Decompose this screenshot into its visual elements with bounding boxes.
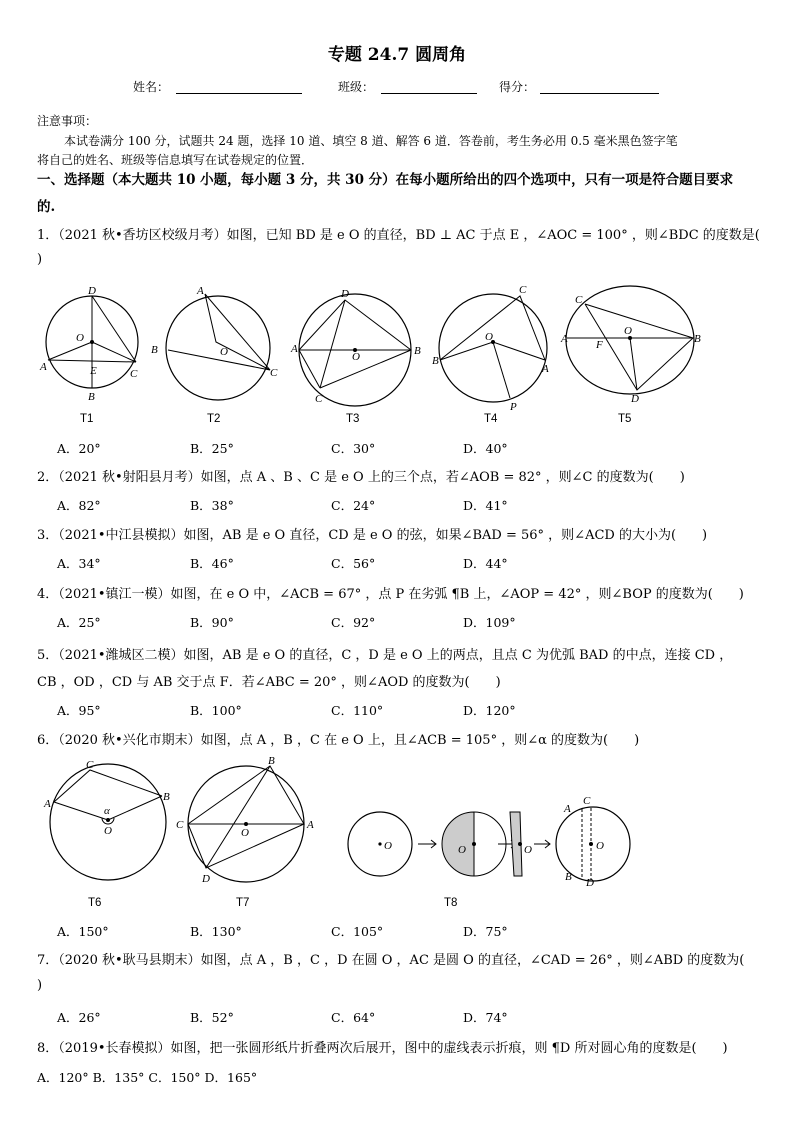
q4-option-a[interactable]: A．25° [57, 615, 101, 630]
q6-option-b[interactable]: B．130° [190, 924, 242, 939]
q4-option-b[interactable]: B．90° [190, 615, 234, 630]
notice-line-1: 本试卷满分 100 分，试题共 24 题，选择 10 道、填空 8 道、解答 6 道．答卷前，考生务必用 0.5 毫米黑色签字笔 [64, 134, 678, 148]
svg-text:A: A [40, 361, 47, 373]
q1-option-c[interactable]: C．30° [331, 441, 376, 456]
q7-option-c[interactable]: C．64° [331, 1010, 376, 1025]
q3-option-b[interactable]: B．46° [190, 556, 234, 571]
svg-text:A: A [307, 819, 314, 831]
q6-option-d[interactable]: D．75° [463, 924, 508, 939]
question-2-text: 2．（2021 秋•射阳县月考）如图，点 A 、B 、C 是 e O 上的三个点，若∠AOB = 82° ，则∠C 的度数为( ) [37, 470, 685, 485]
score-label: 得分： [499, 80, 536, 94]
page-title: 专题 24.7 圆周角 [327, 45, 467, 65]
caption-t7: T7 [236, 897, 250, 909]
svg-text:D: D [631, 393, 639, 405]
question-7-text-cont: ) [37, 978, 43, 993]
question-4-text: 4．（2021•镇江一模）如图，在 e O 中，∠ACB = 67° ，点 P 在劣弧 ¶B 上，∠AOP = 42° ，则∠BOP 的度数为( ) [37, 587, 744, 602]
q3-option-d[interactable]: D．44° [463, 556, 508, 571]
svg-text:B: B [414, 345, 421, 357]
svg-text:B: B [268, 755, 275, 767]
class-label: 班级： [338, 80, 375, 94]
q3-option-a[interactable]: A．34° [57, 556, 101, 571]
q6-option-c[interactable]: C．105° [331, 924, 384, 939]
svg-text:C: C [130, 368, 138, 380]
svg-text:C: C [583, 795, 591, 807]
caption-t4: T4 [484, 413, 498, 425]
question-6-text: 6．（2020 秋•兴化市期末）如图，点 A ，B ，C 在 e O 上，且∠ACB = 105° ，则∠α 的度数为( ) [37, 733, 640, 748]
q8-options[interactable]: A．120° B．135° C．150° D．165° [37, 1070, 258, 1085]
svg-text:B: B [565, 871, 572, 883]
figures-t6-t8 [38, 752, 768, 892]
q2-option-b[interactable]: B．38° [190, 498, 234, 513]
question-7-text: 7．（2020 秋•耿马县期末）如图，点 A ，B ，C ，D 在圆 O ，AC 是圆 O 的直径，∠CAD = 26° ，则∠ABD 的度数为( [37, 953, 745, 968]
svg-text:O: O [220, 346, 228, 358]
q7-option-b[interactable]: B．52° [190, 1010, 234, 1025]
svg-text:C: C [86, 759, 94, 771]
svg-text:O: O [241, 827, 249, 839]
svg-text:A: A [561, 333, 568, 345]
svg-text:F: F [596, 339, 603, 351]
q4-option-d[interactable]: D．109° [463, 615, 516, 630]
q5-option-b[interactable]: B．100° [190, 703, 242, 718]
figure-t7 [176, 755, 314, 885]
q1-option-a[interactable]: A．20° [57, 441, 101, 456]
q3-option-c[interactable]: C．56° [331, 556, 376, 571]
q7-option-d[interactable]: D．74° [463, 1010, 508, 1025]
q4-option-c[interactable]: C．92° [331, 615, 376, 630]
q2-option-a[interactable]: A．82° [57, 498, 101, 513]
q1-option-d[interactable]: D．40° [463, 441, 508, 456]
svg-text:A: A [542, 363, 549, 375]
svg-text:A: A [44, 798, 51, 810]
notice-line-2: 将自己的姓名、班级等信息填写在试卷规定的位置． [37, 153, 314, 167]
svg-text:A: A [291, 343, 298, 355]
figure-t4 [432, 284, 549, 413]
question-5-text-cont: CB ，OD ，CD 与 AB 交于点 F．若∠ABC = 20° ，则∠AOD 的度数为( ) [37, 675, 501, 690]
q7-option-a[interactable]: A．26° [57, 1010, 101, 1025]
svg-text:B: B [432, 355, 439, 367]
question-1-text-cont: ) [37, 252, 43, 267]
caption-t6: T6 [88, 897, 102, 909]
q5-option-c[interactable]: C．110° [331, 703, 384, 718]
caption-t5: T5 [618, 413, 632, 425]
name-label: 姓名： [133, 80, 170, 94]
svg-text:B: B [694, 333, 701, 345]
caption-t8: T8 [444, 897, 458, 909]
svg-text:O: O [384, 840, 392, 852]
notice-heading: 注意事项： [37, 114, 98, 128]
svg-text:C: C [270, 367, 278, 379]
caption-t2: T2 [207, 413, 221, 425]
figure-t2 [151, 285, 278, 400]
caption-t1: T1 [80, 413, 94, 425]
svg-text:O: O [524, 844, 532, 856]
svg-text:D: D [586, 877, 594, 889]
question-8-text: 8．（2019•长春模拟）如图，把一张圆形纸片折叠两次后展开，图中的虚线表示折痕，则 ¶D 所对圆心角的度数是( ) [37, 1041, 728, 1056]
svg-text:B: B [151, 344, 158, 356]
svg-text:A: A [564, 803, 571, 815]
svg-text:P: P [510, 401, 517, 413]
question-5-text: 5．（2021•潍城区二模）如图，AB 是 e O 的直径，C ，D 是 e O 上的两点，且点 C 为优弧 BAD 的中点，连接 CD ， [37, 648, 733, 663]
svg-text:C: C [519, 284, 527, 296]
svg-text:C: C [315, 393, 323, 405]
name-field[interactable] [176, 93, 302, 94]
q6-option-a[interactable]: A．150° [57, 924, 109, 939]
figure-t5 [560, 286, 701, 405]
svg-text:O: O [624, 325, 632, 337]
svg-text:α: α [104, 805, 110, 817]
figure-t1 [39, 285, 138, 403]
svg-text:B: B [88, 391, 95, 403]
svg-text:O: O [352, 351, 360, 363]
section-heading-line-1: 一、选择题（本大题共 10 小题，每小题 3 分，共 30 分）在每小题所给出的四个选项中，只有一项是符合题目要求 [37, 172, 734, 188]
q5-option-a[interactable]: A．95° [57, 703, 101, 718]
score-field[interactable] [540, 93, 659, 94]
question-1-text: 1．（2021 秋•香坊区校级月考）如图，已知 BD 是 e O 的直径，BD ⊥ AC 于点 E ，∠AOC = 100° ，则∠BDC 的度数是( [37, 228, 760, 243]
svg-text:O: O [104, 825, 112, 837]
class-field[interactable] [381, 93, 477, 94]
question-3-text: 3．（2021•中江县模拟）如图，AB 是 e O 直径，CD 是 e O 的弦，如果∠BAD = 56° ，则∠ACD 的大小为( ) [37, 528, 708, 543]
figures-t1-t5 [30, 280, 760, 430]
svg-text:D: D [202, 873, 210, 885]
svg-text:A: A [197, 285, 204, 297]
svg-text:B: B [163, 791, 170, 803]
figure-t8 [348, 795, 630, 889]
svg-text:E: E [90, 365, 97, 377]
svg-text:O: O [596, 840, 604, 852]
svg-text:C: C [176, 819, 184, 831]
caption-t3: T3 [346, 413, 360, 425]
figure-t6 [43, 759, 170, 880]
svg-text:O: O [76, 332, 84, 344]
q1-option-b[interactable]: B．25° [190, 441, 234, 456]
svg-text:C: C [575, 294, 583, 306]
section-heading-line-2: 的. [37, 199, 56, 215]
q5-option-d[interactable]: D．120° [463, 703, 516, 718]
svg-text:O: O [458, 844, 466, 856]
svg-text:D: D [341, 288, 349, 300]
svg-text:O: O [485, 331, 493, 343]
q2-option-c[interactable]: C．24° [331, 498, 376, 513]
svg-text:D: D [88, 285, 96, 297]
figure-t3 [290, 288, 421, 406]
q2-option-d[interactable]: D．41° [463, 498, 508, 513]
